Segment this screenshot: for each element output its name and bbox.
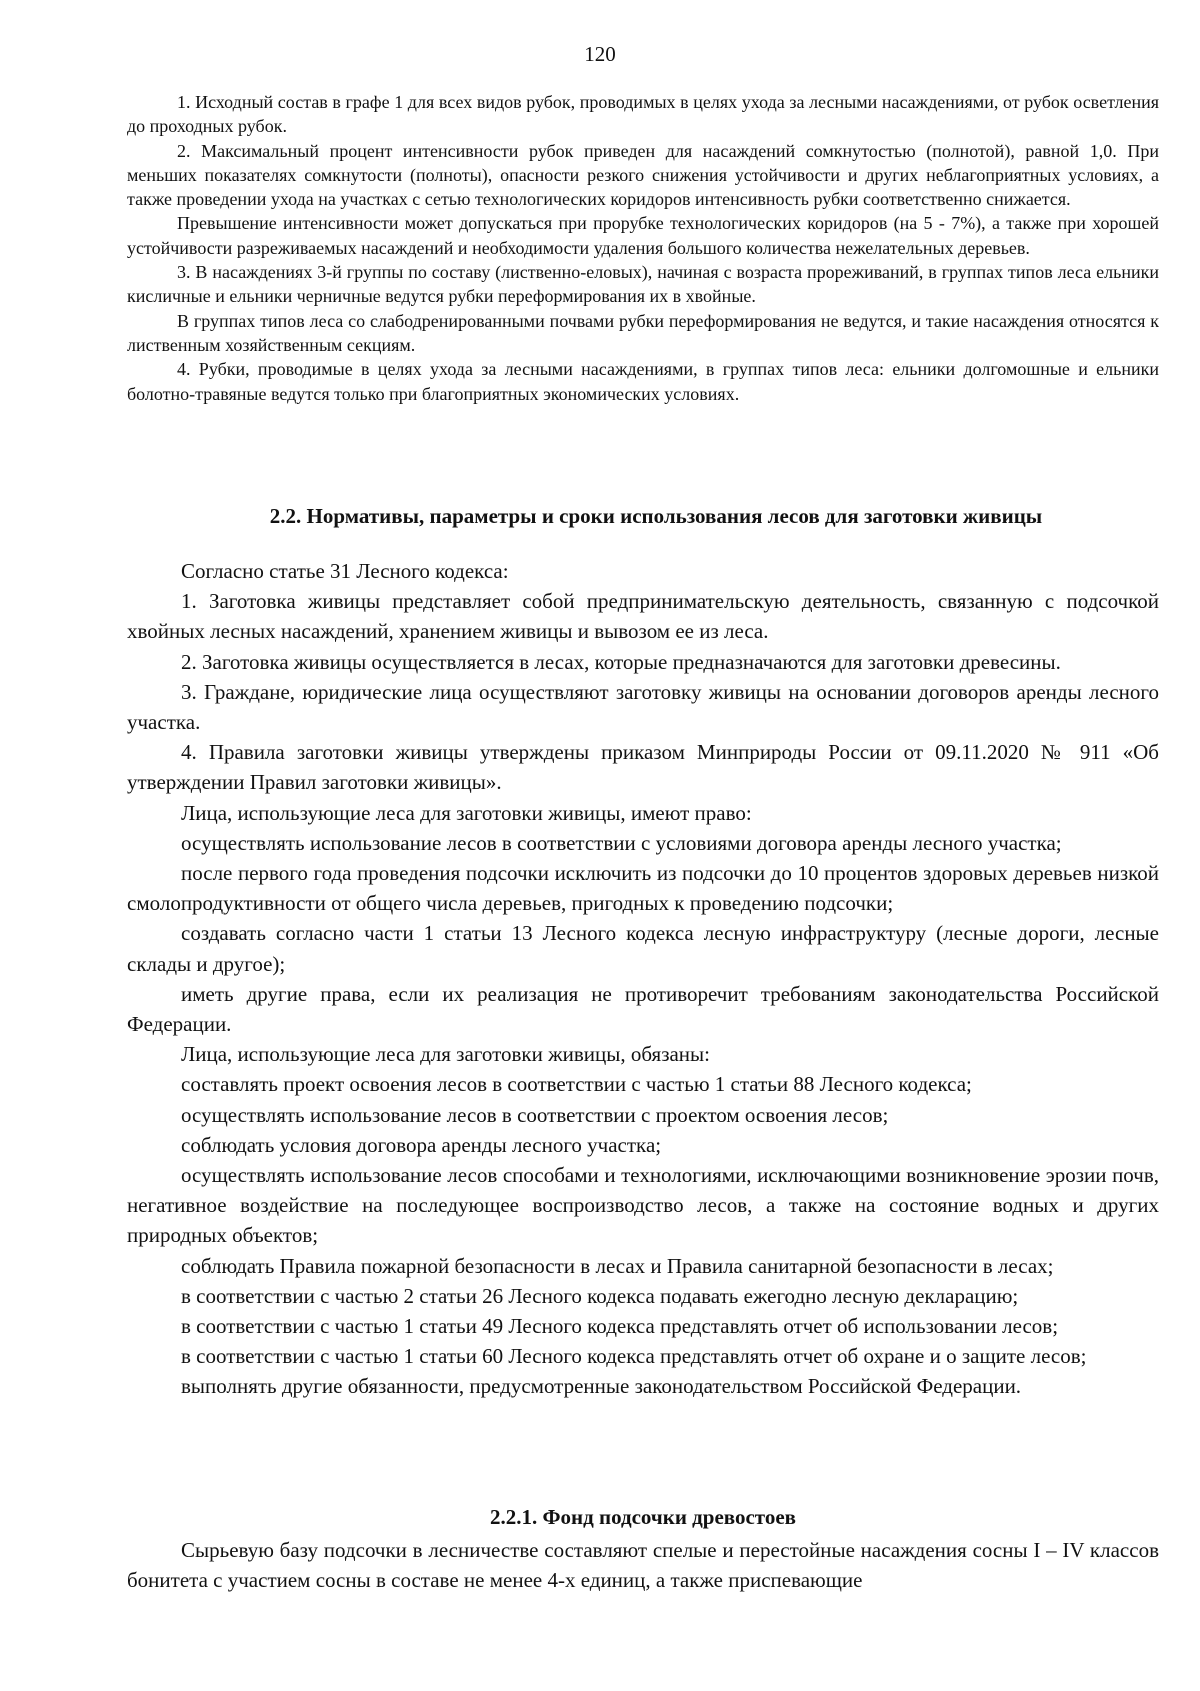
body-paragraph: осуществлять использование лесов способами и технологиями, исключающими возникновение эрозии почв, негативное воздействие на последующее воспроизводство лесов, а также на состояние водных и других природных объектов; [127, 1163, 1159, 1248]
body-paragraph: выполнять другие обязанности, предусмотренные законодательством Российской Федерации. [181, 1374, 1022, 1399]
body-paragraph: Сырьевую базу подсочки в лесничестве составляют спелые и перестойные насаждения сосны I – IV классов бонитета с участием сосны в составе не менее 4-х единиц, а также приспевающие [127, 1538, 1159, 1593]
body-paragraph: 2. Заготовка живицы осуществляется в лесах, которые предназначаются для заготовки древесины. [181, 649, 1061, 674]
page-number: 120 [584, 42, 616, 66]
section-heading-2-2-1: 2.2.1. Фонд подсочки древостоев [489, 1505, 797, 1529]
body-paragraph: создавать согласно части 1 статьи 13 Лесного кодекса лесную инфраструктуру (лесные дороги, лесные склады и другое); [127, 921, 1159, 976]
body-paragraph: иметь другие права, если их реализация не противоречит требованиям законодательства Российской Федерации. [127, 981, 1159, 1037]
table-notes [127, 90, 1159, 406]
section-2-2-1-body [127, 1535, 1159, 1595]
body-paragraph: 4. Правила заготовки живицы утверждены приказом Минприроды России от 09.11.2020 № 911 «Об утверждении Правил заготовки живицы». [127, 740, 1159, 795]
note-paragraph: 1. Исходный состав в графе 1 для всех видов рубок, проводимых в целях ухода за лесными насаждениями, от рубок осветления до проходных рубок. [127, 92, 1159, 137]
body-paragraph: после первого года проведения подсочки исключить из подсочки до 10 процентов здоровых деревьев низкой смолопродуктивности от общего числа деревьев, пригодных к проведению подсочки; [127, 861, 1159, 916]
body-paragraph: осуществлять использование лесов в соответствии с проектом освоения лесов; [181, 1102, 889, 1127]
note-paragraph: 4. Рубки, проводимые в целях ухода за лесными насаждениями, в группах типов леса: ельники долгомошные и ельники болотно-травяные ведутся только при благоприятных экономических условиях. [127, 359, 1159, 404]
note-paragraph: 2. Максимальный процент интенсивности рубок приведен для насаждений сомкнутостью (полнотой), равной 1,0. При меньших показателях сомкнутости (полноты), опасности резкого снижения устойчивости и других неблагоприятных условиях, а также проведении ухода на участках с сетью технологических коридоров интенсивность рубки соответственно снижается. [127, 140, 1159, 210]
note-paragraph: 3. В насаждениях 3-й группы по составу (лиственно-еловых), начиная с возраста прореживаний, в группах типов леса ельники кисличные и ельники черничные ведутся рубки переформирования их в хвойные. [127, 262, 1159, 307]
body-paragraph: составлять проект освоения лесов в соответствии с частью 1 статьи 88 Лесного кодекса; [181, 1072, 972, 1097]
body-paragraph: осуществлять использование лесов в соответствии с условиями договора аренды лесного участка; [181, 830, 1062, 855]
body-paragraph: в соответствии с частью 1 статьи 60 Лесного кодекса представлять отчет об охране и о защите лесов; [181, 1344, 1087, 1369]
body-paragraph: Лица, использующие леса для заготовки живицы, обязаны: [181, 1042, 710, 1067]
body-paragraph: 3. Граждане, юридические лица осуществляют заготовку живицы на основании договоров аренды лесного участка. [127, 679, 1159, 735]
body-paragraph: соблюдать Правила пожарной безопасности в лесах и Правила санитарной безопасности в лесах; [181, 1253, 1054, 1278]
body-paragraph: соблюдать условия договора аренды лесного участка; [181, 1132, 662, 1157]
note-paragraph: Превышение интенсивности может допускаться при прорубке технологических коридоров (на 5 - 7%), а также при хорошей устойчивости разреживаемых насаждений и необходимости удаления большого количества нежелательных деревьев. [127, 213, 1159, 258]
body-paragraph: 1. Заготовка живицы представляет собой предпринимательскую деятельность, связанную с подсочкой хвойных лесных насаждений, хранением живицы и вывозом ее из леса. [127, 589, 1159, 644]
body-paragraph: Согласно статье 31 Лесного кодекса: [181, 559, 509, 583]
body-paragraph: в соответствии с частью 2 статьи 26 Лесного кодекса подавать ежегодно лесную декларацию; [181, 1283, 1019, 1308]
body-paragraph: в соответствии с частью 1 статьи 49 Лесного кодекса представлять отчет об использовании лесов; [181, 1314, 1059, 1339]
body-paragraph: Лица, использующие леса для заготовки живицы, имеют право: [181, 800, 752, 825]
section-heading-2-2: 2.2. Нормативы, параметры и сроки использования лесов для заготовки живицы [269, 504, 1043, 528]
section-2-2-body [127, 556, 1159, 1402]
note-paragraph: В группах типов леса со слабодренированными почвами рубки переформирования не ведутся, и такие насаждения относятся к лиственным хозяйственным секциям. [127, 310, 1159, 355]
